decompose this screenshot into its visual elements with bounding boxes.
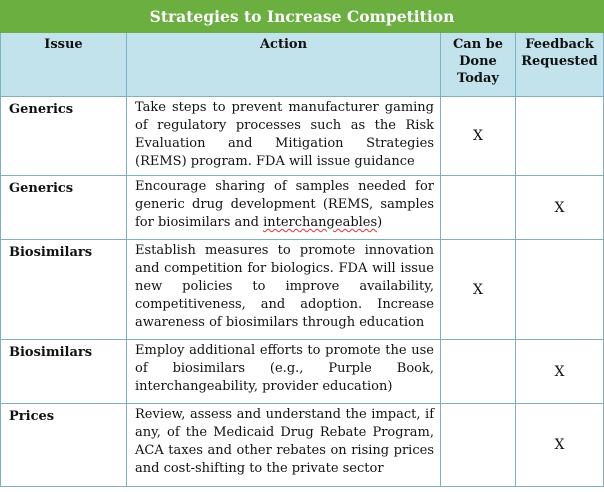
table-title: Strategies to Increase Competition [1,1,604,33]
header-action: Action [127,33,441,97]
issue-cell: Generics [1,176,127,240]
title-row [1,1,604,33]
issue-cell: Prices [1,404,127,487]
table-row [1,240,604,340]
can-be-done-mark: X [441,97,516,176]
can-be-done-mark [441,176,516,240]
feedback-mark: X [516,340,604,404]
table-row [1,340,604,404]
can-be-done-mark [441,404,516,487]
header-can-be-done-today: Can be Done Today [441,33,516,97]
header-row [1,33,604,97]
header-feedback-requested: Feedback Requested [516,33,604,97]
action-text-end: ) [377,215,383,230]
table-row [1,176,604,240]
issue-cell: Generics [1,97,127,176]
feedback-mark: X [516,176,604,240]
header-issue: Issue [1,33,127,97]
can-be-done-mark: X [441,240,516,340]
issue-cell: Biosimilars [1,240,127,340]
action-cell: Employ additional efforts to promote the use of biosimilars (e.g., Purple Book, interchangeability, provider education) [127,340,441,404]
table-row [1,404,604,487]
action-cell: Take steps to prevent manufacturer gaming of regulatory processes such as the Risk Evaluation and Mitigation Strategies (REMS) program. FDA will issue guidance [127,97,441,176]
action-cell [127,176,441,240]
action-text: Encourage sharing of samples needed for generic drug development (REMS, samples for biosimilars and [135,179,434,230]
table-row [1,97,604,176]
issue-cell: Biosimilars [1,340,127,404]
action-cell: Review, assess and understand the impact, if any, of the Medicaid Drug Rebate Program, ACA taxes and other rebates on rising prices and cost-shifting to the private sector [127,404,441,487]
can-be-done-mark [441,340,516,404]
feedback-mark [516,240,604,340]
spellcheck-underlined-word: interchangeables [263,215,378,230]
feedback-mark: X [516,404,604,487]
feedback-mark [516,97,604,176]
action-cell: Establish measures to promote innovation and competition for biologics. FDA will issue new policies to improve availability, competitiveness, and adoption. Increase awareness of biosimilars through education [127,240,441,340]
